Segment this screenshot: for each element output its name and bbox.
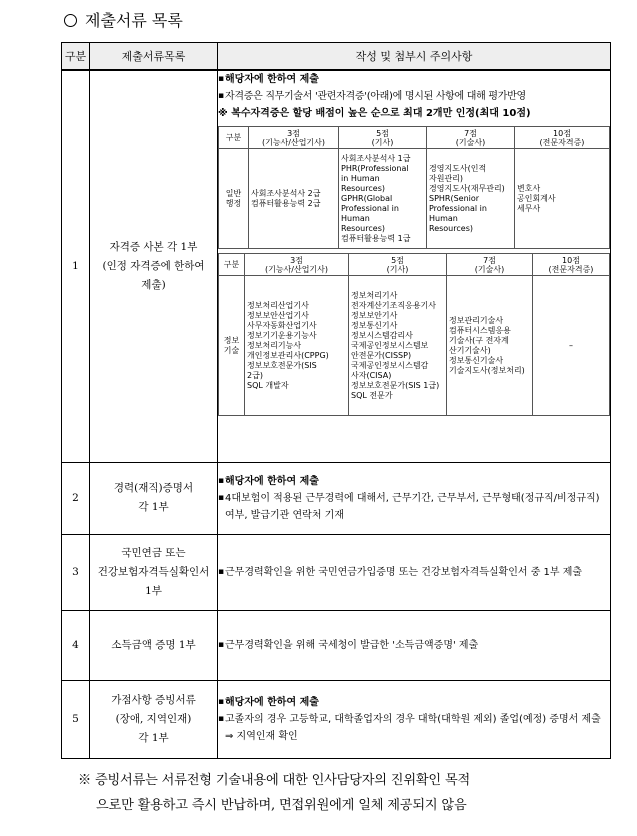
sub-header-5pt: 5점 (기사) (339, 127, 427, 149)
note-line: ▪ 해당자에 한하여 제출 (218, 71, 610, 88)
sub-header-3pt: 3점 (기능사/산업기사) (249, 127, 339, 149)
notes-cell (218, 70, 611, 462)
table-row (62, 610, 611, 680)
documents-table (61, 42, 611, 759)
header-notes: 작성 및 첨부시 주의사항 (218, 43, 611, 71)
table-row (62, 680, 611, 758)
sub-row-label: 정보 기술 (219, 276, 245, 416)
note-line: ▪ 해당자에 한하여 제출 (218, 694, 610, 711)
cert-cell: – (533, 276, 610, 416)
document-name: 국민연금 또는 건강보험자격득실확인서 1부 (90, 534, 218, 610)
row-number: 1 (62, 70, 90, 462)
header-no: 구분 (62, 43, 90, 71)
header-document: 제출서류목록 (90, 43, 218, 71)
document-name: 자격증 사본 각 1부 (인정 자격증에 한하여 제출) (90, 70, 218, 462)
sub-header-7pt: 7점 (기술사) (427, 127, 515, 149)
sub-header-category: 구분 (219, 254, 245, 276)
document-name: 경력(재직)증명서 각 1부 (90, 462, 218, 534)
page-title: 제출서류 목록 (64, 8, 183, 31)
cert-cell: 정보관리기술사 컴퓨터시스템응용 기술사(구 전자계 산기기술사) 정보통신기술사 기술지도사(정보처리) (447, 276, 533, 416)
cert-cell: 정보처리산업기사 정보보안산업기사 사무자동화산업기사 정보기기운용기능사 정보처리기능사 개인정보관리사(CPPG) 정보보호전문가(SIS 2급) SQL 개발자 (245, 276, 349, 416)
cert-cell: 사회조사분석사 2급 컴퓨터활용능력 2급 (249, 149, 339, 249)
row-number: 4 (62, 610, 90, 680)
sub-header-7pt: 7점 (기술사) (447, 254, 533, 276)
cert-cell: 사회조사분석사 1급 PHR(Professional in Human Resources) GPHR(Global Professional in Human Resources) 컴퓨터활용능력 1급 (339, 149, 427, 249)
notes-cell (218, 462, 611, 534)
document-name: 소득금액 증명 1부 (90, 610, 218, 680)
note-line: ▪ 해당자에 한하여 제출 (218, 473, 610, 490)
notes-cell (218, 534, 611, 610)
it-cert-table (218, 253, 610, 416)
cert-cell: 정보처리기사 전자계산기조직응용기사 정보보안기사 정보통신기사 정보시스템감리사 국제공인정보시스템보 안전문가(CISSP) 국제공인정보시스템감 사자(CISA) 정보보호전문가(SIS 1급) SQL 전문가 (349, 276, 447, 416)
table-row (62, 70, 611, 462)
note-line: ▪ 근무경력확인을 위해 국세청이 발급한 '소득금액증명' 제출 (218, 637, 610, 654)
table-row (62, 462, 611, 534)
circle-bullet-icon (64, 14, 77, 27)
note-line: ▪ 4대보험이 적용된 근무경력에 대해서, 근무기간, 근무부서, 근무형태(정규직/비정규직) 여부, 발급기관 연락처 기재 (218, 490, 610, 524)
table-header-row (62, 43, 611, 71)
cert-cell: 경영지도사(인적 자원관리) 경영지도사(재무관리) SPHR(Senior Professional in Human Resources) (427, 149, 515, 249)
row-number: 3 (62, 534, 90, 610)
sub-header-5pt: 5점 (기사) (349, 254, 447, 276)
cert-cell: 변호사 공인회계사 세무사 (515, 149, 610, 249)
note-line: ▪ 자격증은 직무기술서 '관련자격증'(아래)에 명시된 사항에 대해 평가반영 (218, 88, 610, 105)
sub-header-10pt: 10점 (전문자격증) (515, 127, 610, 149)
footnote: ※ 증빙서류는 서류전형 기술내용에 대한 인사담당자의 진위확인 목적 으로만 활용하고 즉시 반납하며, 면접위원에게 일체 제공되지 않음 (78, 773, 471, 813)
general-admin-cert-table (218, 126, 610, 249)
table-row (62, 534, 611, 610)
note-line: ※ 복수자격증은 할당 배점이 높은 순으로 최대 2개만 인정(최대 10점) (218, 108, 531, 119)
notes-cell (218, 680, 611, 758)
row-number: 5 (62, 680, 90, 758)
sub-header-10pt: 10점 (전문자격증) (533, 254, 610, 276)
sub-row-label: 일반 행정 (219, 149, 249, 249)
notes-cell (218, 610, 611, 680)
row-number: 2 (62, 462, 90, 534)
sub-header-category: 구분 (219, 127, 249, 149)
document-name: 가점사항 증빙서류 (장애, 지역인재) 각 1부 (90, 680, 218, 758)
sub-header-3pt: 3점 (기능사/산업기사) (245, 254, 349, 276)
note-line: ▪ 고졸자의 경우 고등학교, 대학졸업자의 경우 대학(대학원 제외) 졸업(예정) 증명서 제출 ⇒ 지역인재 확인 (218, 711, 610, 745)
note-line: ▪ 근무경력확인을 위한 국민연금가입증명 또는 건강보험자격득실확인서 중 1부 제출 (218, 564, 610, 581)
